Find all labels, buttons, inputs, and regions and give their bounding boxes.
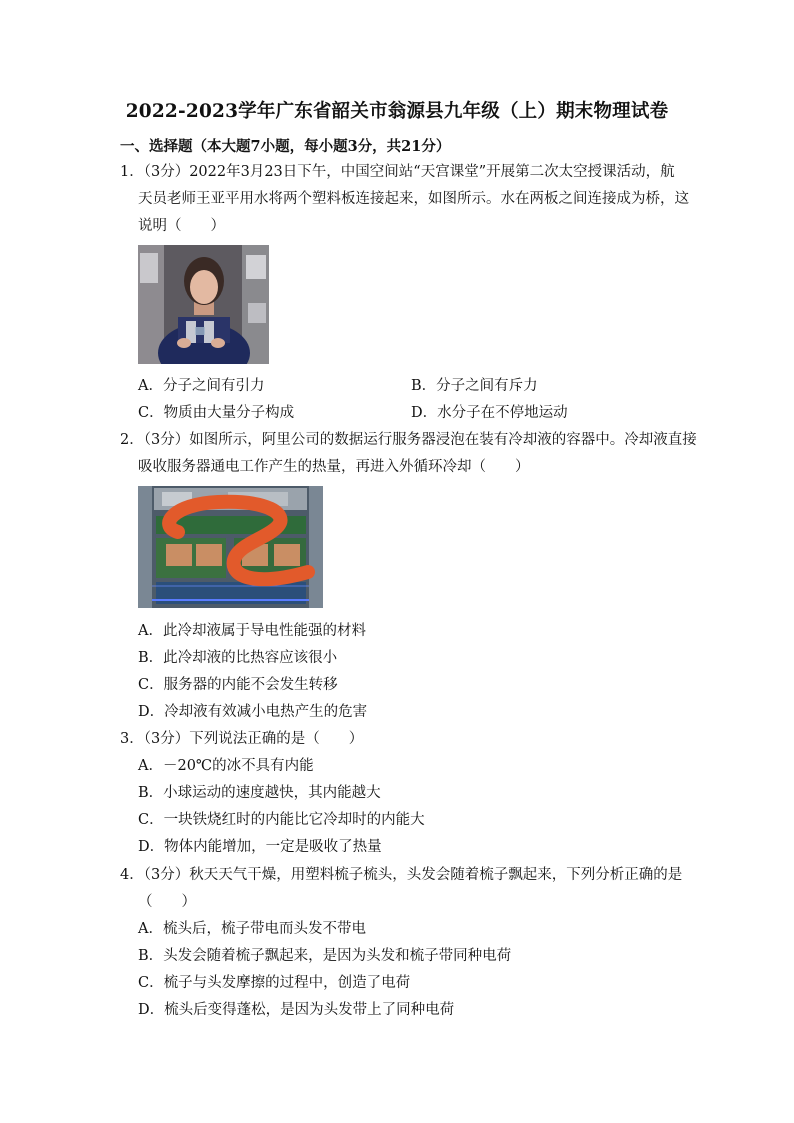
question-1-line-3: 说明（ ） — [138, 218, 225, 234]
question-4-line-1: 4．（3分）秋天天气干燥，用塑料梳子梳头，头发会随着梳子飘起来，下列分析正确的是 — [120, 867, 683, 883]
question-3-line-1: 3．（3分）下列说法正确的是（ ） — [120, 731, 364, 747]
question-1-option-a: A．分子之间有引力 — [138, 378, 265, 394]
astronaut-water-bridge-photo — [138, 245, 269, 364]
question-4-option-b: B．头发会随着梳子飘起来，是因为头发和梳子带同种电荷 — [138, 948, 512, 964]
question-2-option-d: D．冷却液有效减小电热产生的危害 — [138, 704, 368, 720]
question-2-line-1: 2．（3分）如图所示，阿里公司的数据运行服务器浸泡在装有冷却液的容器中。冷却液直接 — [120, 432, 697, 448]
question-2-line-2: 吸收服务器通电工作产生的热量，再进入外循环冷却（ ） — [138, 459, 530, 475]
question-3-option-b: B．小球运动的速度越快，其内能越大 — [138, 785, 381, 801]
question-1-line-2: 天员老师王亚平用水将两个塑料板连接起来，如图所示。水在两板之间连接成为桥，这 — [138, 191, 689, 207]
question-2-option-b: B．此冷却液的比热容应该很小 — [138, 650, 338, 666]
immersion-cooled-server-photo — [138, 486, 323, 608]
question-3-option-a: A．－20℃的冰不具有内能 — [138, 758, 314, 774]
question-4-line-2: （ ） — [138, 894, 196, 910]
question-1-option-c: C．物质由大量分子构成 — [138, 405, 295, 421]
question-2-option-a: A．此冷却液属于导电性能强的材料 — [138, 623, 366, 639]
question-3-option-c: C．一块铁烧红时的内能比它冷却时的内能大 — [138, 812, 425, 828]
page-title: 2022-2023学年广东省韶关市翁源县九年级（上）期末物理试卷 — [125, 101, 669, 122]
question-4-option-c: C．梳子与头发摩擦的过程中，创造了电荷 — [138, 975, 411, 991]
section-heading: 一、选择题（本大题7小题，每小题3分，共21分） — [120, 138, 451, 155]
question-4-option-d: D．梳头后变得蓬松，是因为头发带上了同种电荷 — [138, 1002, 455, 1018]
question-4-option-a: A．梳头后，梳子带电而头发不带电 — [138, 921, 366, 937]
question-2-option-c: C．服务器的内能不会发生转移 — [138, 677, 338, 693]
question-1-option-b: B．分子之间有斥力 — [411, 378, 538, 394]
question-3-option-d: D．物体内能增加，一定是吸收了热量 — [138, 839, 382, 855]
question-1-line-1: 1．（3分）2022年3月23日下午，中国空间站“天宫课堂”开展第二次太空授课活动，航 — [120, 164, 675, 180]
question-1-option-d: D．水分子在不停地运动 — [411, 405, 568, 421]
